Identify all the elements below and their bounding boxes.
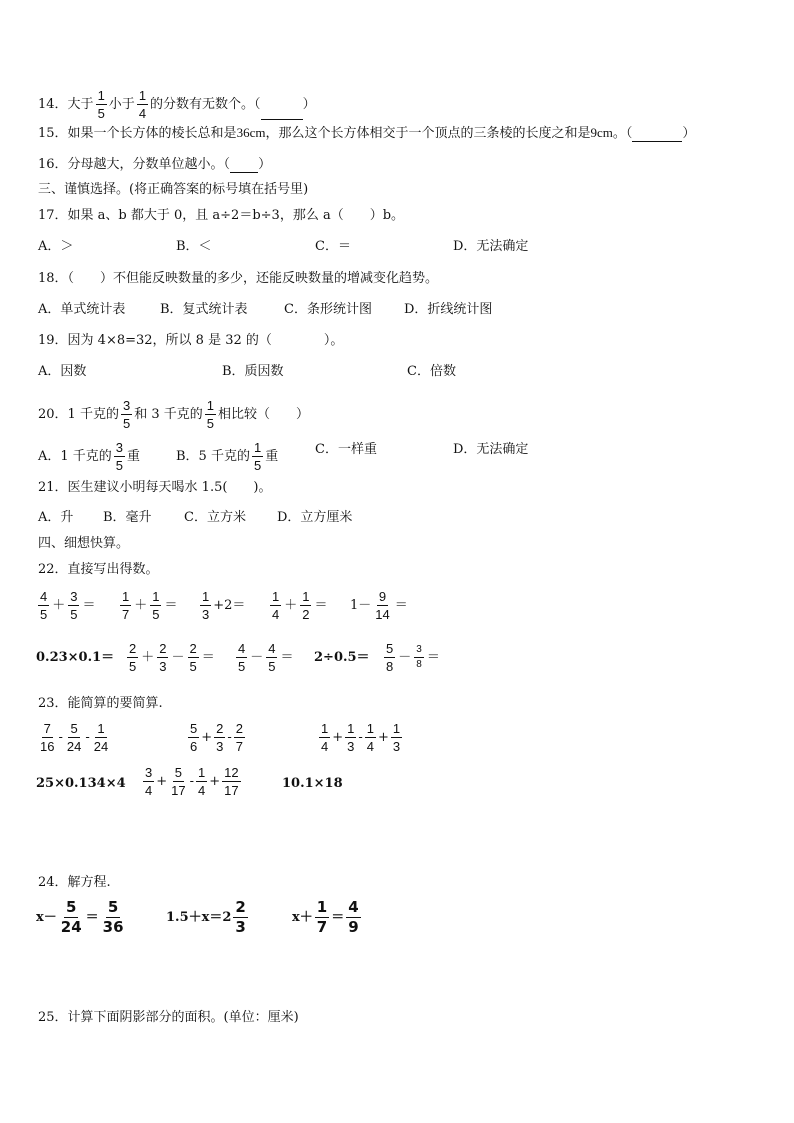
question-20 xyxy=(38,399,309,430)
numerator: 3 xyxy=(115,440,124,455)
operator: ＋ xyxy=(52,598,66,613)
q22-row-2-expr-5 xyxy=(382,642,441,673)
question-24-title: 24．解方程. xyxy=(38,875,111,890)
q22-row-1-expr-5 xyxy=(350,590,409,621)
denominator: 2 xyxy=(302,607,310,622)
option-b: B．＜ xyxy=(176,239,212,254)
text: 相比较（ ） xyxy=(217,407,309,422)
text: 分母越大，分数单位越小。（ xyxy=(67,157,231,172)
denominator: 4 xyxy=(138,106,147,121)
text: 小于 xyxy=(108,97,135,112)
option-b: B．质因数 xyxy=(222,364,284,379)
denominator: 4 xyxy=(366,739,375,754)
text: x＋ xyxy=(292,910,313,925)
fraction xyxy=(38,590,49,621)
q22-row-1-expr-4 xyxy=(268,590,329,621)
numerator: 1 xyxy=(97,721,105,736)
fraction xyxy=(59,900,84,935)
q23-expr-3 xyxy=(317,722,404,753)
operator: + xyxy=(156,774,168,789)
numerator: 1 xyxy=(316,898,328,916)
text: 大于 xyxy=(67,97,94,112)
numerator: 4 xyxy=(40,589,48,604)
section-3-heading: 三、谨慎选择。(将正确答案的标号填在括号里) xyxy=(38,182,309,197)
text: 。（ xyxy=(612,126,633,141)
text: +2＝ xyxy=(213,598,246,613)
fraction xyxy=(234,722,245,753)
text: ） xyxy=(302,97,316,112)
option-d: D．立方厘米 xyxy=(277,510,353,525)
denominator: 5 xyxy=(97,106,105,121)
operator: － xyxy=(250,650,264,665)
operator: － xyxy=(398,650,412,665)
answer-blank[interactable] xyxy=(632,127,682,142)
fraction xyxy=(137,89,148,120)
numerator: 1 xyxy=(97,88,105,103)
option-a xyxy=(38,441,140,472)
q23-expr-1 xyxy=(36,722,112,753)
numerator: 3 xyxy=(70,589,78,604)
option-c: C．立方米 xyxy=(184,510,246,525)
text: 1－ xyxy=(350,598,372,613)
numerator: 5 xyxy=(386,641,394,656)
fraction xyxy=(121,399,132,430)
operator: ＝ xyxy=(164,598,178,613)
denominator: 7 xyxy=(316,918,328,936)
denominator: 36 xyxy=(102,918,124,936)
text: 重 xyxy=(127,449,141,464)
fraction xyxy=(127,642,138,673)
fraction xyxy=(157,642,168,673)
q22-row-2-expr-3 xyxy=(234,642,295,673)
text: 如果一个长方体的棱长总和是 xyxy=(67,126,237,141)
denominator: 5 xyxy=(206,416,214,431)
option-c: C．一样重 xyxy=(315,442,377,457)
fraction xyxy=(315,900,329,935)
option-a: A．单式统计表 xyxy=(38,302,126,317)
operator: + xyxy=(378,730,389,745)
fraction xyxy=(96,89,107,120)
option-d: D．无法确定 xyxy=(453,442,529,457)
fraction xyxy=(120,590,131,621)
fraction xyxy=(101,900,126,935)
question-23-title: 23．能简算的要简算. xyxy=(38,696,163,711)
fraction xyxy=(214,722,225,753)
q23-expr-4: 25×0.134×4 xyxy=(36,776,126,791)
fraction xyxy=(266,642,277,673)
operator: ＝ xyxy=(201,650,215,665)
operator: - xyxy=(85,730,90,745)
denominator: 24 xyxy=(60,918,82,936)
numerator: 1 xyxy=(138,88,147,103)
text: x－ xyxy=(36,910,57,925)
denominator: 6 xyxy=(190,739,198,754)
q22-row-1-expr-3 xyxy=(198,590,245,621)
denominator: 5 xyxy=(268,659,276,674)
question-19: 19．因为 4×8=32，所以 8 是 32 的（ ）。 xyxy=(38,333,344,348)
fraction xyxy=(38,722,56,753)
numerator: 1 xyxy=(366,721,375,736)
option-b: B．复式统计表 xyxy=(160,302,248,317)
text: 20．1 千克的 xyxy=(38,407,119,422)
fraction xyxy=(414,645,424,670)
operator: + xyxy=(209,774,221,789)
operator: ＝ xyxy=(85,910,99,925)
numerator: 3 xyxy=(122,398,131,413)
section-4-heading: 四、细想快算。 xyxy=(38,536,130,551)
denominator: 4 xyxy=(198,783,206,798)
numerator: 2 xyxy=(129,641,137,656)
question-number: 16． xyxy=(38,157,68,172)
fraction xyxy=(188,642,199,673)
fraction xyxy=(345,722,356,753)
option-a: A．因数 xyxy=(38,364,87,379)
fraction xyxy=(222,766,240,797)
text: ） xyxy=(258,157,272,172)
value: 9cm xyxy=(590,125,613,140)
question-17: 17．如果 a、b 都大于 0，且 a÷2＝b÷3，那么 a（ ）b。 xyxy=(38,208,405,223)
operator: - xyxy=(189,774,195,789)
option-c: C．＝ xyxy=(315,239,351,254)
numerator: 5 xyxy=(65,898,77,916)
question-25: 25．计算下面阴影部分的面积。(单位：厘米) xyxy=(38,1010,299,1025)
operator: ＝ xyxy=(331,910,345,925)
question-21: 21．医生建议小明每天喝水 1.5( )。 xyxy=(38,480,272,495)
fraction xyxy=(270,590,281,621)
question-number: 15． xyxy=(38,126,68,141)
denominator: 3 xyxy=(159,659,167,674)
option-c: C．条形统计图 xyxy=(284,302,372,317)
denominator: 4 xyxy=(321,739,329,754)
text: ） xyxy=(682,126,696,141)
q22-row-1-expr-2 xyxy=(118,590,179,621)
denominator: 5 xyxy=(152,607,160,622)
q23-expr-5 xyxy=(141,766,243,797)
numerator: 1 xyxy=(202,589,210,604)
q22-row-2-expr-2 xyxy=(125,642,216,673)
numerator: 2 xyxy=(216,721,224,736)
numerator: 5 xyxy=(70,721,78,736)
denominator: 17 xyxy=(224,783,239,798)
operator: ＋ xyxy=(134,598,148,613)
fraction xyxy=(196,766,207,797)
numerator: 1 xyxy=(392,721,401,736)
fraction xyxy=(300,590,311,621)
numerator: 1 xyxy=(198,765,206,780)
operator: ＋ xyxy=(141,650,155,665)
option-b xyxy=(176,441,278,472)
operator: + xyxy=(332,730,344,745)
q24-equation-3 xyxy=(292,900,363,936)
q22-row-2-expr-4: 2÷0.5＝ xyxy=(314,650,370,665)
fraction xyxy=(236,642,247,673)
denominator: 3 xyxy=(235,918,246,936)
text: A．1 千克的 xyxy=(38,449,112,464)
q23-expr-6: 10.1×18 xyxy=(282,776,343,791)
fraction xyxy=(346,900,360,935)
denominator: 5 xyxy=(70,607,78,622)
fraction xyxy=(384,642,395,673)
numerator: 4 xyxy=(348,898,359,916)
denominator: 5 xyxy=(40,607,48,622)
numerator: 5 xyxy=(174,765,182,780)
answer-blank[interactable] xyxy=(261,105,303,120)
denominator: 7 xyxy=(122,607,130,622)
denominator: 14 xyxy=(375,607,390,622)
denominator: 8 xyxy=(386,659,394,674)
denominator: 8 xyxy=(416,659,422,670)
text: 重 xyxy=(265,449,279,464)
fraction xyxy=(365,722,376,753)
fraction xyxy=(188,722,199,753)
question-14 xyxy=(38,89,316,120)
numerator: 3 xyxy=(414,645,424,658)
numerator: 4 xyxy=(238,641,246,656)
denominator: 17 xyxy=(171,783,186,798)
question-number: 14． xyxy=(38,97,68,112)
numerator: 1 xyxy=(253,440,262,455)
operator: － xyxy=(171,650,185,665)
question-16 xyxy=(38,157,271,173)
numerator: 1 xyxy=(321,721,329,736)
operator: - xyxy=(58,730,63,745)
numerator: 5 xyxy=(107,898,119,916)
option-d: D．折线统计图 xyxy=(404,302,493,317)
text: ，那么这个长方体相交于一个顶点的三条棱的长度之和是 xyxy=(265,126,591,141)
numerator: 9 xyxy=(378,589,387,604)
denominator: 5 xyxy=(238,659,246,674)
denominator: 3 xyxy=(202,607,210,622)
q23-expr-2 xyxy=(186,722,247,753)
denominator: 5 xyxy=(189,659,197,674)
fraction xyxy=(252,441,263,472)
fraction xyxy=(233,900,247,935)
question-18: 18．（ ）不但能反映数量的多少，还能反映数量的增减变化趋势。 xyxy=(38,271,439,286)
denominator: 5 xyxy=(253,458,262,473)
text: B．5 千克的 xyxy=(176,449,250,464)
text: 的分数有无数个。（ xyxy=(150,97,261,112)
answer-blank[interactable] xyxy=(230,158,258,173)
fraction xyxy=(68,590,79,621)
question-22-title: 22．直接写出得数。 xyxy=(38,562,159,577)
fraction xyxy=(92,722,110,753)
fraction xyxy=(150,590,161,621)
numerator: 1 xyxy=(206,398,214,413)
numerator: 2 xyxy=(235,721,244,736)
text: 和 3 千克的 xyxy=(134,407,203,422)
value: 36cm xyxy=(236,125,266,140)
fraction xyxy=(143,766,154,797)
denominator: 16 xyxy=(40,739,55,754)
question-15 xyxy=(38,125,695,142)
option-a: A．升 xyxy=(38,510,74,525)
denominator: 3 xyxy=(347,739,355,754)
operator: ＝ xyxy=(82,598,96,613)
fraction xyxy=(205,399,216,430)
numerator: 12 xyxy=(224,765,239,780)
numerator: 5 xyxy=(190,721,198,736)
denominator: 3 xyxy=(392,739,401,754)
numerator: 2 xyxy=(235,898,246,916)
option-a: A．＞ xyxy=(38,239,74,254)
operator: - xyxy=(227,730,232,745)
operator: + xyxy=(201,730,213,745)
denominator: 5 xyxy=(122,416,131,431)
denominator: 7 xyxy=(235,739,244,754)
denominator: 4 xyxy=(145,783,153,798)
option-d: D．无法确定 xyxy=(453,239,529,254)
q24-equation-2 xyxy=(166,900,250,936)
denominator: 5 xyxy=(115,458,124,473)
option-c: C．倍数 xyxy=(407,364,456,379)
denominator: 24 xyxy=(66,739,82,754)
numerator: 1 xyxy=(152,589,160,604)
numerator: 3 xyxy=(145,765,153,780)
numerator: 1 xyxy=(302,589,310,604)
numerator: 7 xyxy=(43,721,51,736)
option-b: B．毫升 xyxy=(103,510,152,525)
operator: - xyxy=(358,730,363,745)
operator: ＝ xyxy=(426,650,440,665)
fraction xyxy=(169,766,187,797)
denominator: 24 xyxy=(93,739,109,754)
operator: ＝ xyxy=(394,598,408,613)
denominator: 5 xyxy=(129,659,137,674)
operator: ＝ xyxy=(314,598,328,613)
fraction xyxy=(65,722,83,753)
numerator: 1 xyxy=(347,721,355,736)
q24-equation-1 xyxy=(36,900,128,936)
q22-row-1 xyxy=(36,590,97,621)
denominator: 3 xyxy=(216,739,224,754)
q22-row-2-expr-1: 0.23×0.1＝ xyxy=(36,650,115,665)
numerator: 2 xyxy=(189,641,197,656)
denominator: 9 xyxy=(348,918,359,936)
denominator: 4 xyxy=(272,607,280,622)
fraction xyxy=(114,441,125,472)
operator: ＝ xyxy=(280,650,294,665)
numerator: 4 xyxy=(268,641,276,656)
numerator: 1 xyxy=(272,589,280,604)
fraction xyxy=(200,590,211,621)
fraction xyxy=(391,722,402,753)
operator: ＋ xyxy=(284,598,298,613)
text: 1.5＋x＝2 xyxy=(166,910,232,925)
fraction xyxy=(373,590,391,621)
numerator: 2 xyxy=(159,641,167,656)
numerator: 1 xyxy=(122,589,130,604)
fraction xyxy=(319,722,330,753)
